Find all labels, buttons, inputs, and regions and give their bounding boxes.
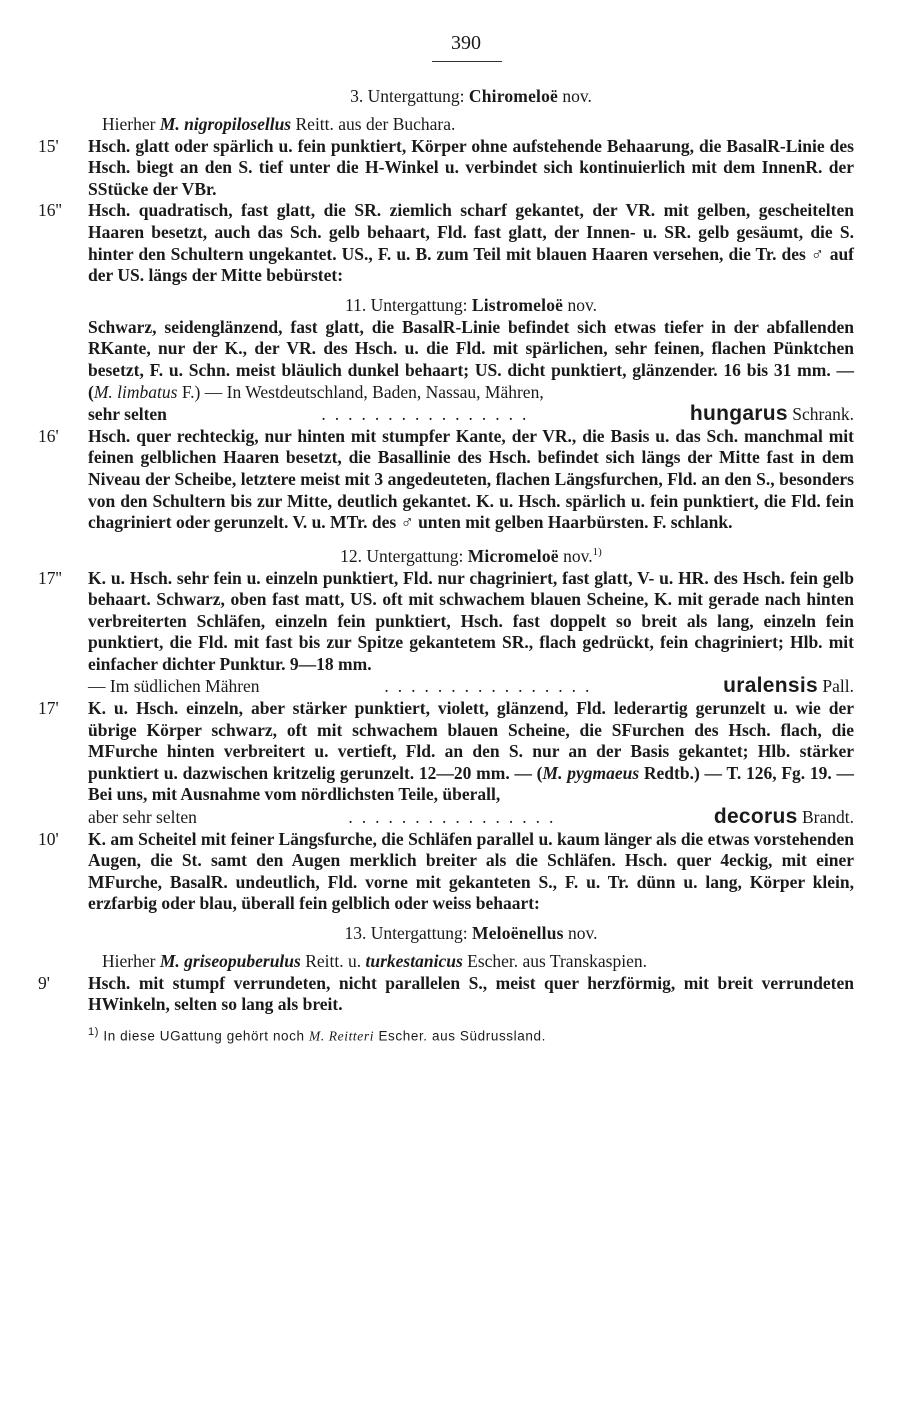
subgenus-note: Hierher M. nigropilosellus Reitt. aus der Buchara.	[102, 114, 456, 134]
couplet-number: 15'	[38, 135, 59, 156]
key-entry-9	[38, 972, 854, 1016]
page-number-rule	[432, 61, 502, 62]
key-entry-17b	[38, 698, 855, 829]
page-content	[38, 32, 855, 1044]
entry-text: Hsch. quadratisch, fast glatt, die SR. ziemlich scharf gekantet, der VR. mit gelben, gescheitelten Haaren besetzt, auch das Sch. gelb behaart, Fld. fast glatt, der Innen- u. SR. gelb gesäumt, die S. hinter den Schultern ungekantet. US., F. u. B. zum Teil mit blauen Haaren versehen, die Tr. des ♂ auf der US. längs der Mitte bebürstet:	[88, 200, 855, 286]
species-description-hungarus	[88, 317, 854, 426]
footnote: $^{1)}$ In diese UGattung gehört noch M. Reitteri Escher. aus Südrussland.	[88, 1025, 546, 1044]
species-name: decorus	[713, 805, 798, 829]
subgenus-heading-13: 13. Untergattung: Meloënellus nov.	[344, 923, 598, 944]
entry-text: Hsch. mit stumpf verrundeten, nicht parallelen S., meist quer herzförmig, mit breit verrundeten HWinkeln, selten so lang als breit.	[88, 972, 854, 1015]
couplet-number: 9'	[38, 972, 50, 993]
male-symbol-icon: ♂	[400, 512, 414, 533]
footnote-mark: 1)	[88, 1025, 99, 1038]
subgenus-name: Chiromeloë	[468, 86, 559, 106]
subgenus-note: Hierher M. griseopuberulus Reitt. u. turkestanicus Escher. aus Transkaspien.	[102, 951, 647, 972]
couplet-number: 16'	[38, 425, 59, 446]
species-author: Schrank.	[792, 404, 854, 425]
couplet-number: 17'	[38, 698, 59, 719]
couplet-number: 10'	[38, 828, 59, 849]
subgenus-name: Micromeloë	[467, 545, 559, 566]
species-name: uralensis	[723, 674, 819, 698]
species-author: Pall.	[822, 676, 854, 697]
key-entry-16a	[38, 200, 855, 286]
couplet-number: 16''	[38, 200, 62, 221]
key-entry-17a	[38, 567, 854, 699]
species-line: sehr selten ................ hungarus Schrank.	[88, 402, 854, 426]
key-entry-10	[38, 828, 854, 915]
entry-text: Schwarz, seidenglänzend, fast glatt, die BasalR-Linie befindet sich etwas tiefer in der abfallenden RKante, nur der K., der VR. des Hsch. u. die Fld. mit spärlichen, sehr feinen, flachen Pünktchen besetzt, F. u. Schn. meist bläulich dunkel behaart; US. dicht punktiert, glänzender. 16 bis 31 mm. — (M. limbatus F.) — In Westdeutschland, Baden, Nassau, Mähren,	[88, 316, 854, 402]
male-symbol-icon: ♂	[810, 243, 825, 264]
subgenus-name: Meloënellus	[472, 923, 564, 944]
footnote-ref: 1)	[592, 545, 602, 558]
entry-text: K. am Scheitel mit feiner Längsfurche, die Schläfen parallel u. kaum länger als die etwas vorstehenden Augen, die St. samt den Augen merklich breiter als die Schläfen. Hsch. quer 4eckig, mit einer MFurche, BasalR. undeutlich, Fld. vorne mit gekanteten S., F. u. Tr. dünn u. lang, Körper klein, erzfarbig oder blau, überall fein gelblich oder weiss behaart:	[88, 828, 854, 914]
entry-text: K. u. Hsch. sehr fein u. einzeln punktiert, Fld. nur chagriniert, fast glatt, V- u. HR. des Hsch. fein gelb behaart. Schwarz, oben fast matt, US. oft mit schwachem blauen Scheine, K. mit gerade nach hinten verbreiterten Schläfen, einzeln fein punktiert, Hsch. fast doppelt so breit als lang, einzeln fein punktiert, die Fld. mit fast bis zur Spitze gekantetem SR., flach gedrückt, fein chagriniert; Hlb. mit einfacher dichter Punktur. 9—18 mm.	[88, 567, 854, 674]
species-line: aber sehr selten ................ decorus Brandt.	[88, 805, 854, 829]
subgenus-heading-11: 11. Untergattung: Listromeloë nov.	[344, 294, 598, 315]
species-name: hungarus	[689, 402, 788, 426]
key-entry-15	[38, 135, 854, 201]
subgenus-heading-3: 3. Untergattung: Chiromeloë nov.	[350, 86, 592, 106]
species-line: — Im südlichen Mähren ................ uralensis Pall.	[88, 674, 854, 698]
key-entry-16b	[38, 425, 854, 534]
species-author: Brandt.	[801, 807, 854, 828]
page-number: 390	[451, 32, 481, 54]
entry-text: Hsch. quer rechteckig, nur hinten mit stumpfer Kante, der VR., die Basis u. das Sch. manchmal mit feinen gelblichen Haaren besetzt, die Basallinie des Hsch. befindet sich längs der Mitte fast in dem Niveau der Scheibe, letztere meist mit 3 angedeuteten, flachen Längsfurchen, Fld. an den S., besonders von den Schultern bis zur Mitte, deutlich gekantet. K. u. Hsch. spärlich u. fein punktiert, die Fld. fein chagriniert oder gerunzelt. V. u. MTr. des ♂ unten mit gelben Haarbürsten. F. schlank.	[88, 425, 854, 533]
subgenus-name: Listromeloë	[471, 294, 564, 315]
entry-text: Hsch. glatt oder spärlich u. fein punktiert, Körper ohne aufstehende Behaarung, die BasalR-Linie des Hsch. biegt an den S. tief unter die H-Winkel u. verbindet sich kontinuierlich mit dem InnenR. der SStücke der VBr.	[88, 135, 854, 199]
subgenus-heading-12: 12. Untergattung: Micromeloë nov.$^{1)}$	[340, 545, 602, 566]
entry-text: K. u. Hsch. einzeln, aber stärker punktiert, violett, glänzend, Fld. lederartig gerunzelt u. wie der übrige Körper schwarz, oft mit schwachem blauen Scheine, die SFurchen des Hsch. flach, die MFurche hinten verbreitert u. vertieft, Fld. an den S. nur an der Basis gekantet; Hlb. stärker punktiert u. dazwischen kritzelig gerunzelt. 12—20 mm. — (M. pygmaeus Redtb.) — T. 126, Fg. 19. — Bei uns, mit Ausnahme vom nördlichsten Teile, überall,	[88, 698, 855, 805]
couplet-number: 17''	[38, 567, 62, 588]
